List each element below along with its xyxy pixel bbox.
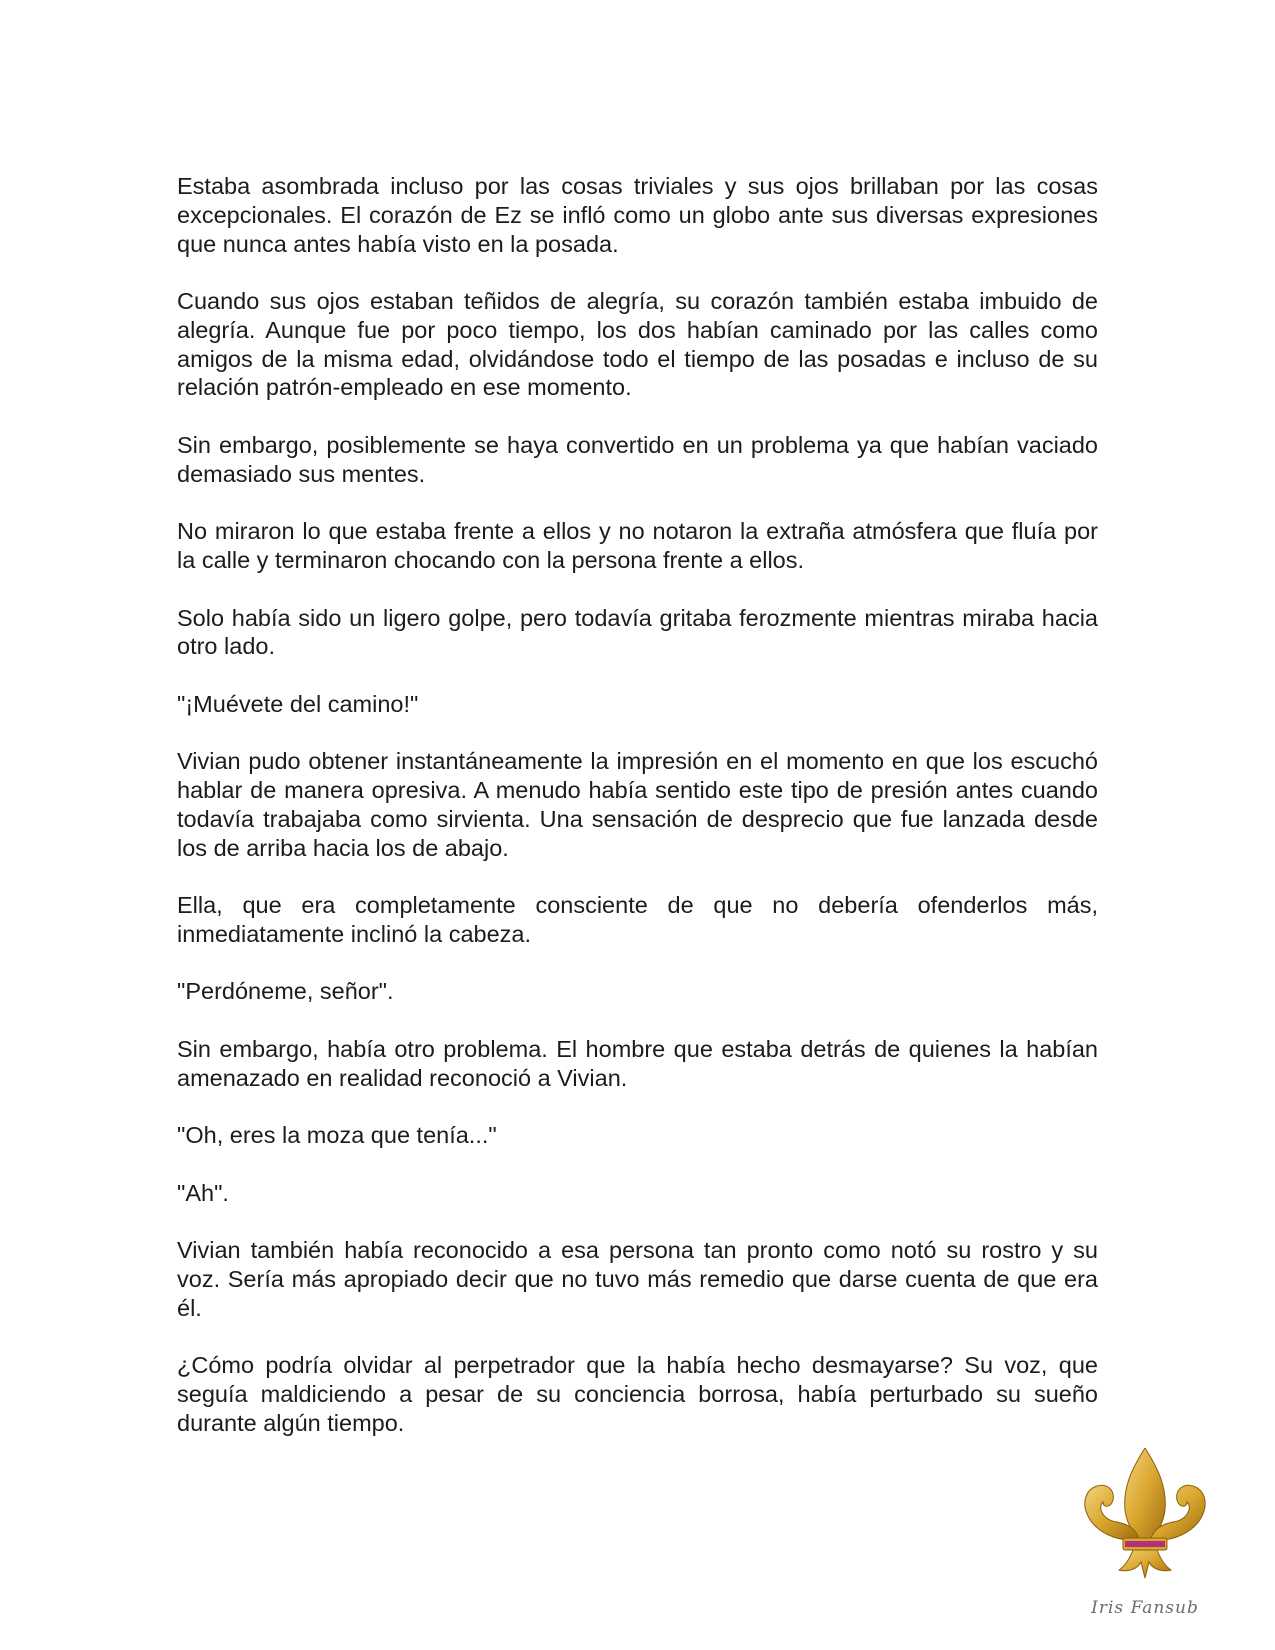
watermark-text: Iris Fansub: [1091, 1598, 1199, 1618]
paragraph: No miraron lo que estaba frente a ellos y no notaron la extraña atmósfera que fluía por la calle y terminaron chocando con la persona frente a ellos.: [177, 518, 1098, 574]
dialogue-line: "Perdóneme, señor".: [177, 978, 394, 1005]
watermark-logo: [1075, 1448, 1215, 1628]
paragraph: Vivian pudo obtener instantáneamente la impresión en el momento en que los escuchó hablar de manera opresiva. A menudo había sentido este tipo de presión antes cuando todavía trabajaba como sirvienta. Una sensación de desprecio que fue lanzada desde los de arriba hacia los de abajo.: [177, 748, 1098, 861]
paragraph: Ella, que era completamente consciente de que no debería ofenderlos más, inmediatamente inclinó la cabeza.: [177, 892, 1098, 947]
paragraph: Vivian también había reconocido a esa persona tan pronto como notó su rostro y su voz. Sería más apropiado decir que no tuvo más remedio que darse cuenta de que era él.: [177, 1237, 1098, 1321]
dialogue-line: "¡Muévete del camino!": [177, 690, 419, 717]
fleur-de-lis-icon: [1075, 1448, 1215, 1598]
text-body: [177, 172, 1098, 1466]
paragraph: Cuando sus ojos estaban teñidos de alegría, su corazón también estaba imbuido de alegría. Aunque fue por poco tiempo, los dos habían caminado por las calles como amigos de la misma edad, olvidándose todo el tiempo de las posadas e incluso de su relación patrón-empleado en ese momento.: [177, 288, 1098, 401]
dialogue-line: "Oh, eres la moza que tenía...": [177, 1122, 497, 1149]
paragraph: Sin embargo, posiblemente se haya convertido en un problema ya que habían vaciado demasiado sus mentes.: [177, 431, 1098, 487]
dialogue-line: "Ah".: [177, 1179, 229, 1206]
paragraph: Estaba asombrada incluso por las cosas triviales y sus ojos brillaban por las cosas excepcionales. El corazón de Ez se infló como un globo ante sus diversas expresiones que nunca antes había visto en la posada.: [177, 173, 1098, 257]
paragraph: Sin embargo, había otro problema. El hombre que estaba detrás de quienes la habían amenazado en realidad reconoció a Vivian.: [177, 1035, 1098, 1091]
paragraph: Solo había sido un ligero golpe, pero todavía gritaba ferozmente mientras miraba hacia otro lado.: [177, 604, 1098, 660]
paragraph: ¿Cómo podría olvidar al perpetrador que la había hecho desmayarse? Su voz, que seguía maldiciendo a pesar de su conciencia borrosa, había perturbado su sueño durante algún tiempo.: [177, 1352, 1098, 1436]
